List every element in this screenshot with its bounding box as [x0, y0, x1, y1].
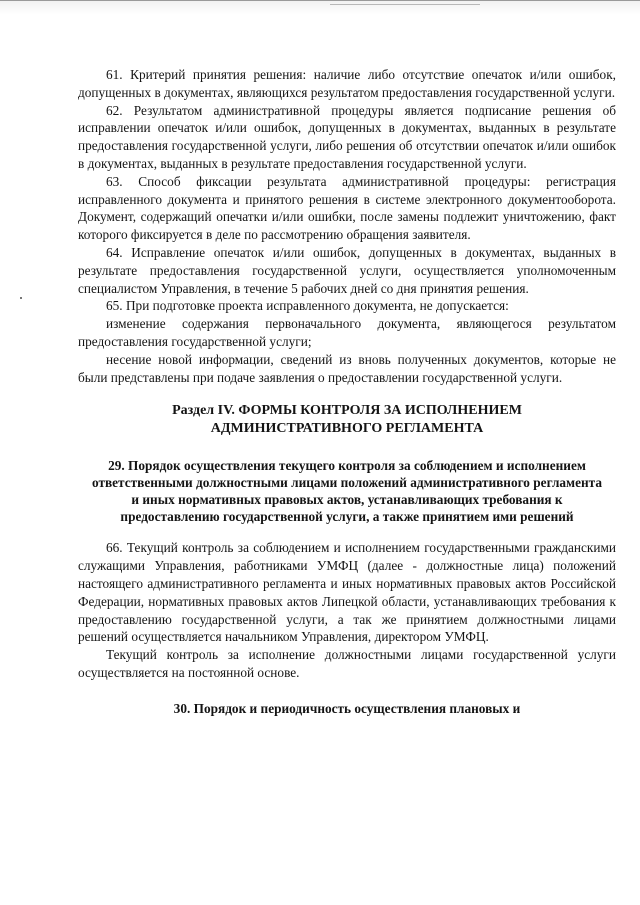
document-body	[78, 66, 616, 731]
paragraph-66-continuation: Текущий контроль за исполнение должностными лицами государственной услуги осуществляется на постоянной основе.	[78, 647, 616, 680]
paragraph-65: 65. При подготовке проекта исправленного документа, не допускается:	[106, 298, 509, 314]
paragraph-65-item-1: изменение содержания первоначального документа, являющегося результатом предоставления государственной услуги;	[78, 316, 616, 349]
subheading-29: 29. Порядок осуществления текущего контроля за соблюдением и исполнением ответственными должностными лицами положений административного регламента и иных нормативных правовых актов, устанавливающих требования к предоставлению государственной услуги, а также принятием ими решений	[91, 458, 603, 525]
paragraph-65-item-2: несение новой информации, сведений из вновь полученных документов, которые не были представлены при подаче заявления о предоставлении государственной услуги.	[78, 351, 616, 385]
section-heading	[78, 402, 616, 437]
section-heading-line-1: Раздел IV. ФОРМЫ КОНТРОЛЯ ЗА ИСПОЛНЕНИЕМ	[172, 403, 522, 419]
scan-speck	[20, 297, 22, 299]
subheading-30: 30. Порядок и периодичность осуществления плановых и	[173, 700, 521, 716]
scan-top-edge	[0, 0, 640, 15]
paragraph-66: 66. Текущий контроль за соблюдением и исполнением государственными гражданскими служащими Управления, работниками УМФЦ (далее - должностные лица) положений настоящего административного регламента и иных нормативных правовых актов Российской Федерации, нормативных правовых актов Липецкой области, устанавливающих требования к предоставлению государственной услуги, а так же принятием должностными лицами решений осуществляется начальником Управления, директором УМФЦ.	[78, 540, 616, 645]
paragraph-63: 63. Способ фиксации результата административной процедуры: регистрация исправленного документа и принятого решения в системе электронного документооборота. Документ, содержащий опечатки и/или ошибки, после замены подлежит уничтожению, факт которого фиксируется в деле по рассмотрению обращения заявителя.	[78, 173, 616, 243]
paragraph-64: 64. Исправление опечаток и/или ошибок, допущенных в документах, выданных в результате предоставления государственной услуги, осуществляется уполномоченным специалистом Управления, в течение 5 рабочих дней со дня принятия решения.	[78, 244, 616, 296]
paragraph-61: 61. Критерий принятия решения: наличие либо отсутствие опечаток и/или ошибок, допущенных в документах, являющихся результатом предоставления государственной услуги.	[78, 67, 616, 100]
paragraph-62: 62. Результатом административной процедуры является подписание решения об исправлении опечаток и/или ошибок, допущенных в документах, выданных в результате предоставления государственной услуги, либо решения об отсутствии опечаток и/или ошибок в документах, выданных в результате предоставления государственной услуги.	[78, 102, 616, 171]
section-heading-line-2: АДМИНИСТРАТИВНОГО РЕГЛАМЕНТА	[210, 420, 484, 436]
